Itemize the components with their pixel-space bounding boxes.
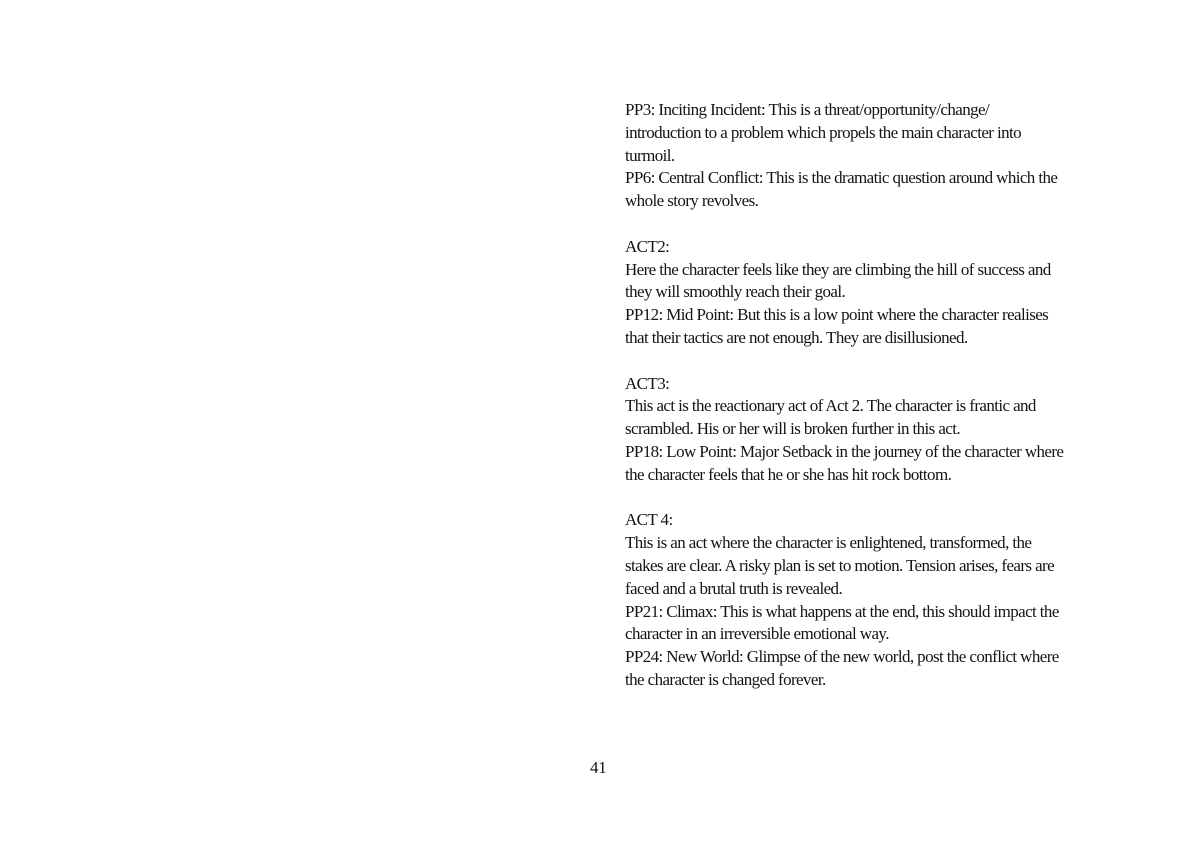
text-line: PP24: New World: Glimpse of the new world, post the conflict where — [625, 647, 1059, 667]
text-line: This is an act where the character is enlightened, transformed, the — [625, 533, 1032, 553]
text-line: PP18: Low Point: Major Setback in the journey of the character where — [625, 441, 1064, 461]
text-line: stakes are clear. A risky plan is set to motion. Tension arises, fears are — [625, 555, 1055, 575]
text-line: Here the character feels like they are climbing the hill of success and — [625, 259, 1051, 279]
act2-heading: ACT2: — [625, 236, 670, 256]
text-line: PP6: Central Conflict: This is the dramatic question around which the — [625, 168, 1058, 188]
text-line: faced and a brutal truth is revealed. — [625, 578, 843, 598]
text-line: whole story revolves. — [625, 191, 759, 211]
text-line: character in an irreversible emotional way. — [625, 624, 889, 644]
text-line: introduction to a problem which propels the main character into — [625, 122, 1022, 142]
text-line: scrambled. His or her will is broken further in this act. — [625, 419, 960, 439]
blank-line — [625, 213, 1145, 236]
text-line: the character feels that he or she has hit rock bottom. — [625, 464, 952, 484]
blank-line — [625, 350, 1145, 373]
text-line: PP12: Mid Point: But this is a low point where the character realises — [625, 305, 1049, 325]
act4-heading: ACT 4: — [625, 510, 673, 530]
page-number: 41 — [590, 758, 607, 777]
act3-heading: ACT3: — [625, 373, 670, 393]
text-line: PP3: Inciting Incident: This is a threat/opportunity/change/ — [625, 100, 990, 119]
blank-line — [625, 487, 1145, 510]
text-line: the character is changed forever. — [625, 669, 826, 689]
text-line: PP21: Climax: This is what happens at the end, this should impact the — [625, 601, 1059, 621]
text-line: turmoil. — [625, 145, 675, 165]
page-body-text — [625, 99, 1145, 692]
text-line: This act is the reactionary act of Act 2. The character is frantic and — [625, 396, 1036, 416]
text-line: they will smoothly reach their goal. — [625, 282, 846, 302]
text-line: that their tactics are not enough. They are disillusioned. — [625, 327, 968, 347]
